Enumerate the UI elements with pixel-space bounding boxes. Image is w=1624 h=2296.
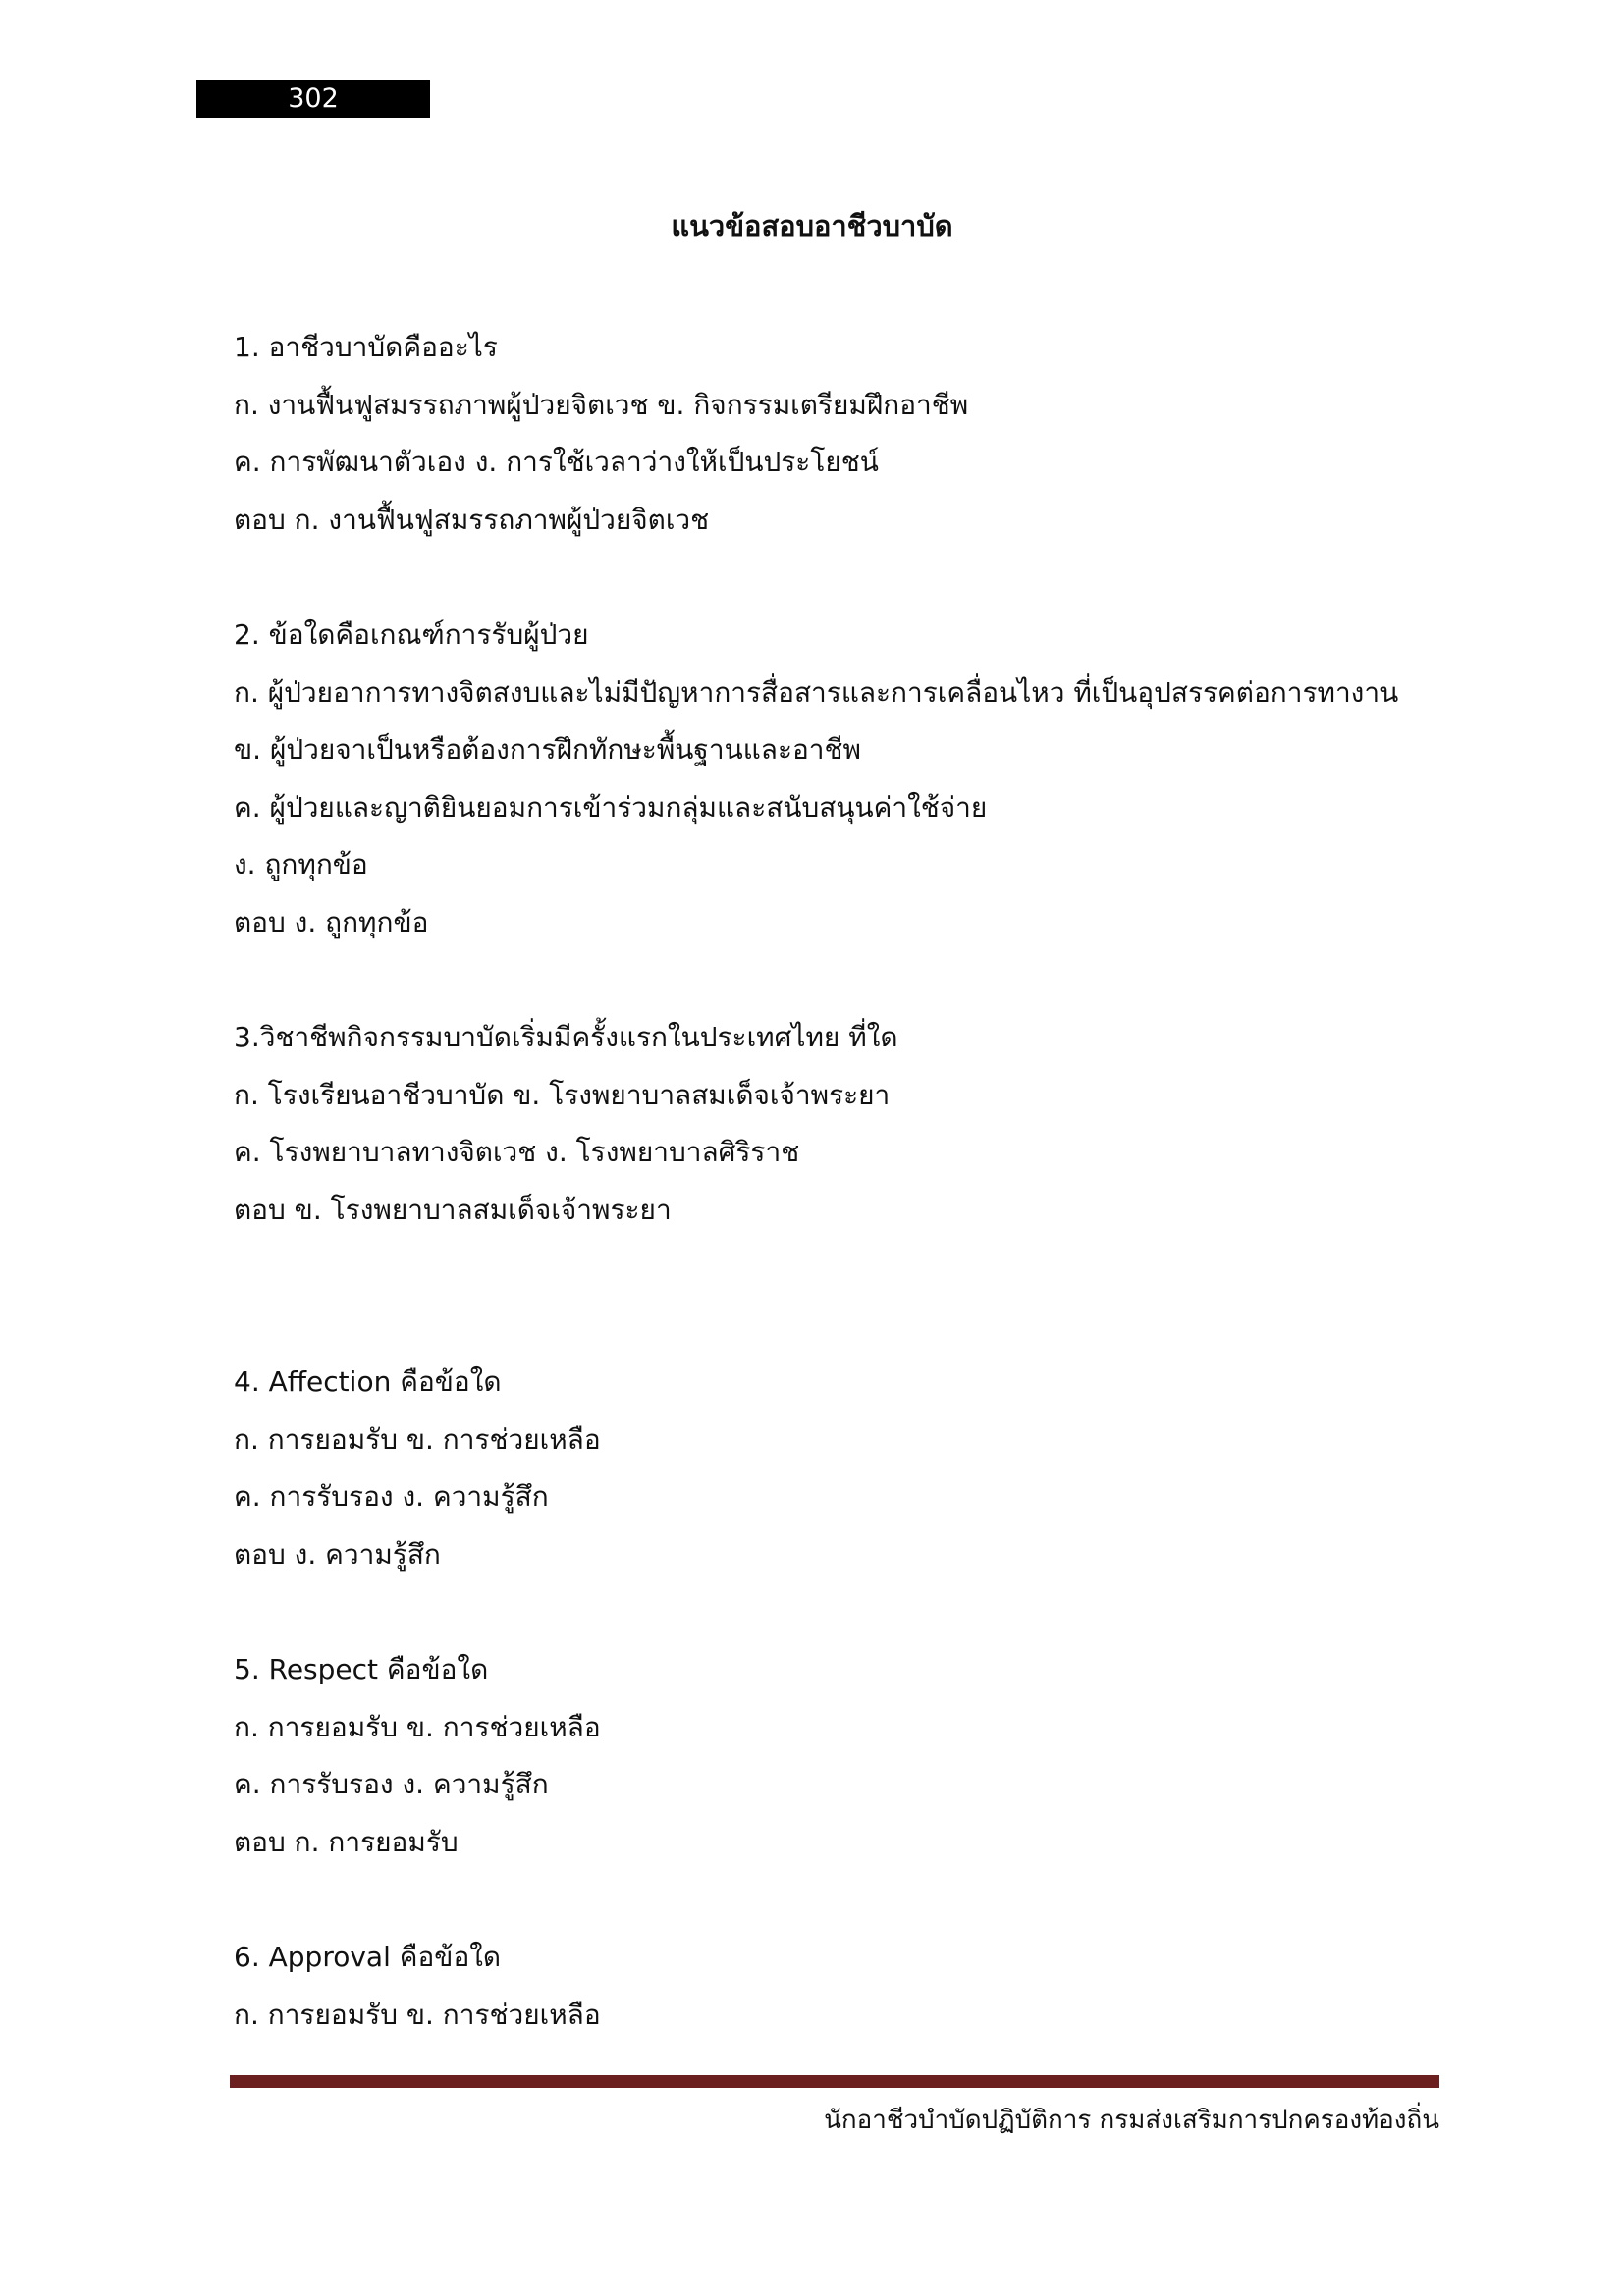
option-line: ง. ถูกทุกข้อ bbox=[234, 848, 368, 881]
option-line: ก. การยอมรับ ข. การช่วยเหลือ bbox=[234, 1998, 601, 2031]
option-line: ค. การพัฒนาตัวเอง ง. การใช้เวลาว่างให้เป็นประโยชน์ bbox=[234, 446, 879, 478]
option-line: ค. ผู้ป่วยและญาติยินยอมการเข้าร่วมกลุ่มและสนับสนุนค่าใช้จ่าย bbox=[234, 790, 988, 824]
question-text: 4. Affection คือข้อใด bbox=[234, 1365, 502, 1398]
option-line: ค. โรงพยาบาลทางจิตเวช ง. โรงพยาบาลศิริราช bbox=[234, 1136, 800, 1168]
option-line: ก. การยอมรับ ข. การช่วยเหลือ bbox=[234, 1710, 601, 1743]
question-text: 5. Respect คือข้อใด bbox=[234, 1653, 489, 1685]
option-line: ค. การรับรอง ง. ความรู้สึก bbox=[234, 1480, 549, 1513]
question-text: 1. อาชีวบาบัดคืออะไร bbox=[234, 331, 498, 363]
option-line: ก. การยอมรับ ข. การช่วยเหลือ bbox=[234, 1422, 601, 1456]
question-text: 2. ข้อใดคือเกณฑ์การรับผู้ป่วย bbox=[234, 618, 589, 651]
question-text: 6. Approval คือข้อใด bbox=[234, 1941, 502, 1973]
question-5 bbox=[234, 1641, 1481, 1871]
footer-text: นักอาชีวบำบัดปฏิบัติการ กรมส่งเสริมการปกครองท้องถิ่น bbox=[824, 2106, 1439, 2135]
answer-line: ตอบ ก. การยอมรับ bbox=[234, 1825, 459, 1858]
question-2 bbox=[234, 607, 1481, 951]
document-title: แนวข้อสอบอาชีวบาบัด bbox=[671, 209, 953, 242]
answer-line: ตอบ ข. โรงพยาบาลสมเด็จเจ้าพระยา bbox=[234, 1193, 672, 1226]
question-4 bbox=[234, 1354, 1481, 1583]
answer-line: ตอบ ก. งานฟื้นฟูสมรรถภาพผู้ป่วยจิตเวช bbox=[234, 503, 710, 536]
option-line: ข. ผู้ป่วยจาเป็นหรือต้องการฝึกทักษะพื้นฐานและอาชีพ bbox=[234, 733, 861, 766]
option-line: ก. งานฟื้นฟูสมรรถภาพผู้ป่วยจิตเวช ข. กิจกรรมเตรียมฝึกอาชีพ bbox=[234, 388, 969, 421]
option-line: ก. ผู้ป่วยอาการทางจิตสงบและไม่มีปัญหาการสื่อสารและการเคลื่อนไหว ที่เป็นอุปสรรคต่อการทางาน bbox=[234, 675, 1399, 709]
page-number: 302 bbox=[196, 80, 430, 118]
option-line: ก. โรงเรียนอาชีวบาบัด ข. โรงพยาบาลสมเด็จเจ้าพระยา bbox=[234, 1078, 891, 1111]
footer-rule bbox=[230, 2075, 1439, 2088]
question-3 bbox=[234, 1009, 1481, 1239]
question-text: 3.วิชาชีพกิจกรรมบาบัดเริ่มมีครั้งแรกในประเทศไทย ที่ใด bbox=[234, 1021, 898, 1053]
answer-line: ตอบ ง. ความรู้สึก bbox=[234, 1537, 441, 1571]
question-6 bbox=[234, 1929, 1481, 2044]
question-1 bbox=[234, 319, 1481, 549]
answer-line: ตอบ ง. ถูกทุกข้อ bbox=[234, 905, 429, 938]
option-line: ค. การรับรอง ง. ความรู้สึก bbox=[234, 1768, 549, 1800]
